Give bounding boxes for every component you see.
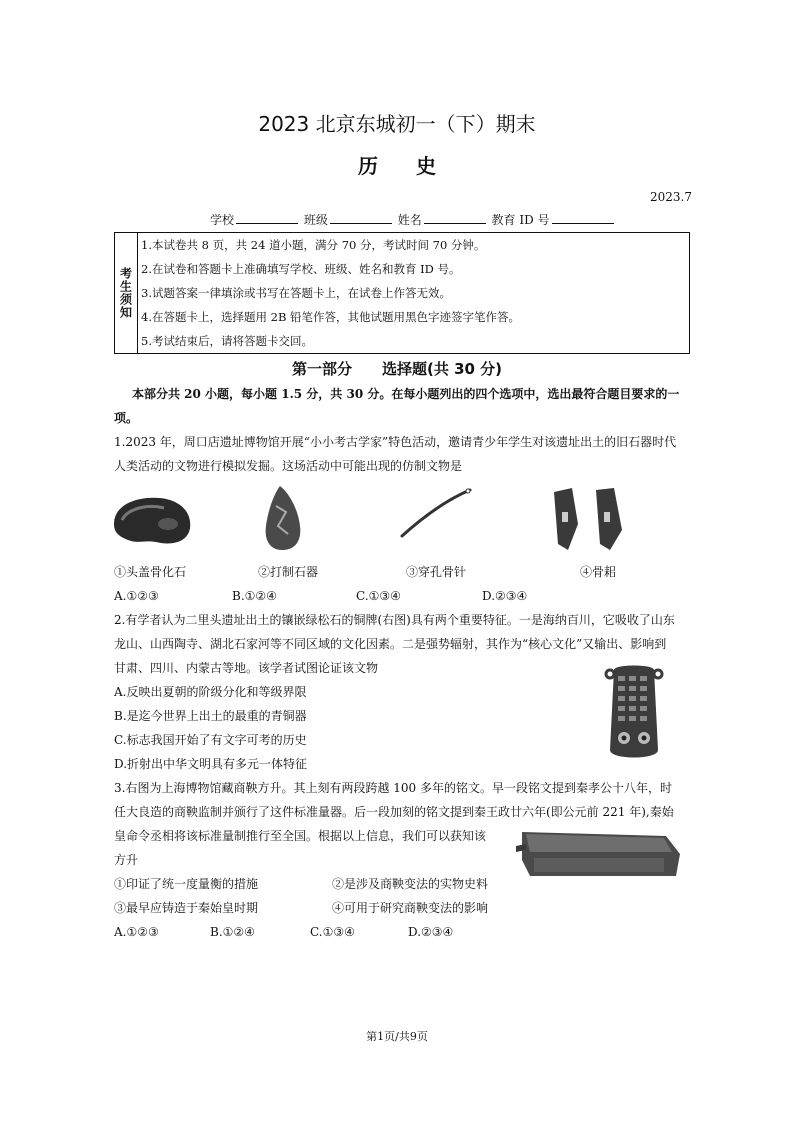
q2-stem-cont: 龙山、山西陶寺、湖北石家河等不同区域的文化因素。二是强势辐射，其作为“核心文化”又输出、影响到 — [114, 637, 667, 651]
school-label: 学校 — [210, 213, 235, 227]
q1-caption: ③穿孔骨针 — [406, 565, 467, 579]
q1-caption: ④骨耜 — [580, 565, 617, 579]
q2-stem: 2.有学者认为二里头遗址出土的镶嵌绿松石的铜牌(右图)具有两个重要特征。一是海纳百川，它吸收了山东 — [114, 613, 675, 627]
q3-option-b: B.①②④ — [210, 925, 255, 939]
q3-statement: ③最早应铸造于秦始皇时期 — [114, 901, 259, 915]
school-blank — [236, 212, 298, 224]
q2-option-a: A.反映出夏朝的阶级分化和等级界限 — [114, 685, 307, 699]
q2-option-d: D.折射出中华文明具有多元一体特征 — [114, 757, 308, 771]
class-blank — [330, 212, 392, 224]
q3-option-c: C.①③④ — [310, 925, 355, 939]
q3-stem: 3.右图为上海博物馆藏商鞅方升。其上刻有两段跨越 100 多年的铭文。早一段铭文提到秦孝公十八年，时 — [114, 781, 672, 795]
q3-stem-cont: 皇命令丞相将该标准量制推行至全国。根据以上信息，我们可以获知该 — [114, 829, 487, 843]
notice-line: 2.在试卷和答题卡上准确填写学校、班级、姓名和教育 ID 号。 — [141, 262, 461, 276]
q1-option-c: C.①③④ — [356, 589, 401, 603]
notice-line: 4.在答题卡上，选择题用 2B 铅笔作答，其他试题用黑色字迹签字笔作答。 — [141, 310, 521, 324]
id-label: 教育 ID 号 — [491, 213, 550, 227]
q3-statement: ②是涉及商鞅变法的实物史料 — [332, 877, 489, 891]
chipped-stone-tool-image — [258, 482, 306, 554]
notice-line: 5.考试结束后，请将答题卡交回。 — [141, 334, 313, 348]
q1-stem-cont: 人类活动的文物进行模拟发掘。这场活动中可能出现的仿制文物是 — [114, 459, 463, 473]
bone-needle-image — [396, 484, 476, 542]
q2-option-c: C.标志我国开始了有文字可考的历史 — [114, 733, 307, 747]
q1-caption: ①头盖骨化石 — [114, 565, 187, 579]
q1-option-a: A.①②③ — [114, 589, 159, 603]
notice-line: 3.试题答案一律填涂或书写在答题卡上，在试卷上作答无效。 — [141, 286, 451, 300]
page-footer: 第1页/共9页 — [366, 1030, 428, 1043]
bone-spade-image — [548, 484, 632, 554]
class-label: 班级 — [303, 213, 328, 227]
exam-notice-box — [114, 232, 690, 354]
page-title: 2023 北京东城初一（下）期末 — [258, 112, 536, 136]
q3-stem-cont: 任大良造的商鞅监制并颁行了这件标准量器。后一段加刻的铭文提到秦王政廿六年(即公元前 221 年),秦始 — [114, 805, 674, 819]
id-blank — [552, 212, 614, 224]
turquoise-bronze-plaque-image — [604, 660, 664, 766]
section-intro: 本部分共 20 小题，每小题 1.5 分，共 30 分。在每小题列出的四个选项中，选出最符合题目要求的一 — [132, 387, 680, 401]
q3-statement: ①印证了统一度量衡的措施 — [114, 877, 259, 891]
name-blank — [424, 212, 486, 224]
q3-stem-cont: 方升 — [114, 853, 139, 867]
student-info-line — [210, 211, 616, 228]
subject-title: 历史 — [358, 154, 474, 178]
name-label: 姓名 — [397, 213, 422, 227]
section-title: 第一部分 选择题(共 30 分) — [291, 360, 503, 378]
q1-option-b: B.①②④ — [232, 589, 277, 603]
notice-line: 1.本试卷共 8 页，共 24 道小题，满分 70 分，考试时间 70 分钟。 — [141, 238, 486, 252]
q3-option-d: D.②③④ — [408, 925, 454, 939]
q1-option-d: D.②③④ — [482, 589, 528, 603]
skull-fossil-image — [108, 490, 198, 550]
shang-yang-square-sheng-image — [516, 826, 686, 882]
q3-statement: ④可用于研究商鞅变法的影响 — [332, 901, 489, 915]
section-intro-cont: 项。 — [114, 411, 139, 425]
q1-stem: 1.2023 年，周口店遗址博物馆开展“小小考古学家”特色活动，邀请青少年学生对该遗址出土的旧石器时代 — [114, 435, 677, 449]
q1-caption: ②打制石器 — [258, 565, 319, 579]
q2-option-b: B.是迄今世界上出土的最重的青铜器 — [114, 709, 307, 723]
q2-stem-cont: 甘肃、四川、内蒙古等地。该学者试图论证该文物 — [114, 661, 379, 675]
notice-side-label: 考生须知 — [115, 233, 138, 353]
exam-date: 2023.7 — [650, 190, 692, 204]
q3-option-a: A.①②③ — [114, 925, 159, 939]
